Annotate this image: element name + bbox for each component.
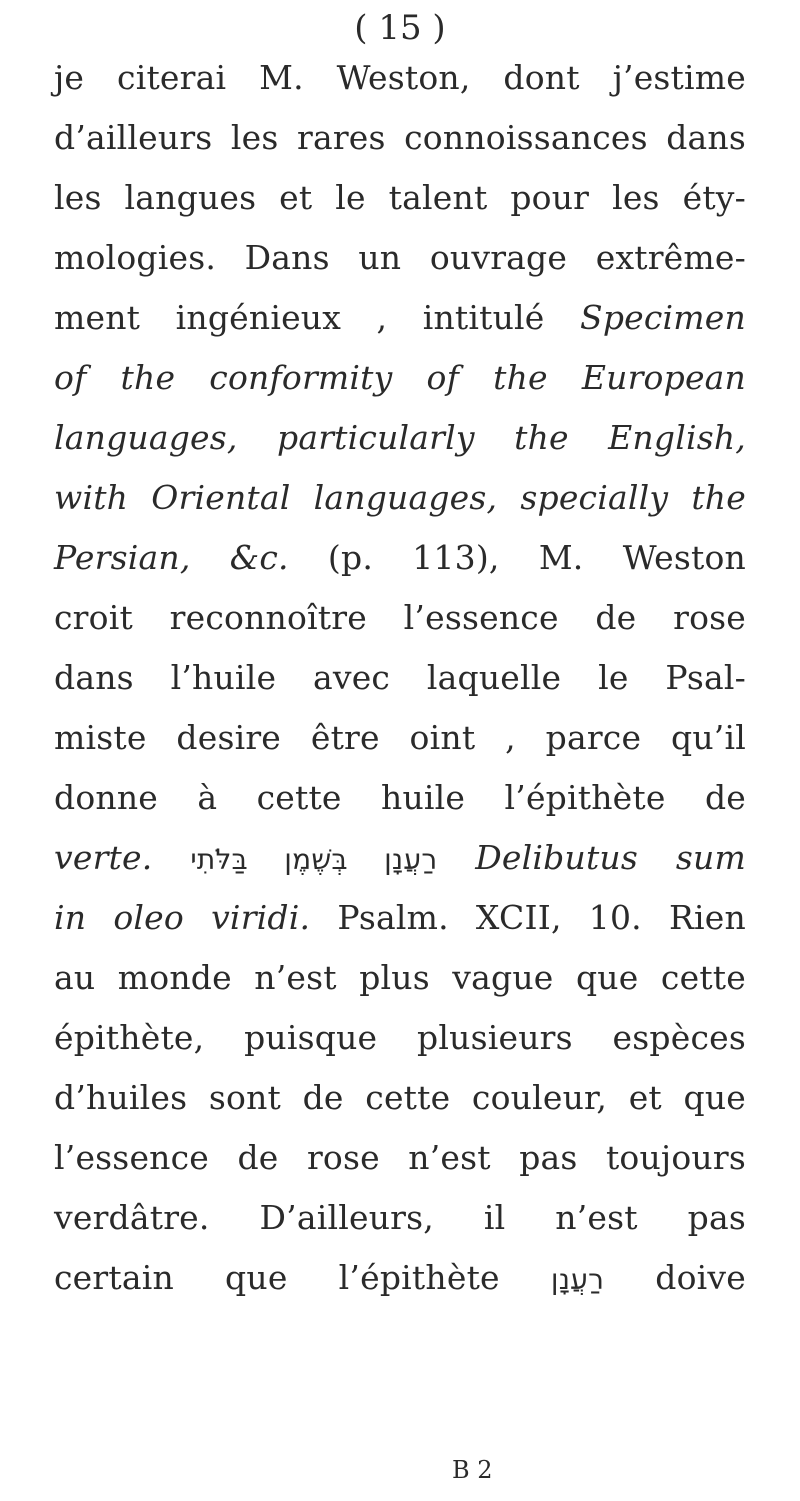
text-line: donne à cette huile l’épithète de [54,778,746,817]
text-line: certain que l’épithète רַעֲנָן doive [54,1258,746,1297]
book-title-line: languages, particularly the English, [54,418,746,457]
text-line: d’ailleurs les rares connoissances dans [54,118,746,157]
text-line: mologies. Dans un ouvrage extrême- [54,238,746,277]
text-line: in oleo viridi. Psalm. XCII, 10. Rien [54,898,746,937]
text-line: miste desire être oint , parce qu’il [54,718,746,757]
book-title-line: with Oriental languages, specially the [54,478,746,517]
text-line: d’huiles sont de cette couleur, et que [54,1078,746,1117]
text-line: ment ingénieux , intitulé Specimen [54,298,746,337]
psalm-number: XCII [475,898,551,937]
text-line: je citerai M. Weston, dont j’estime [54,58,746,97]
hebrew-word: רַעֲנָן [550,1263,605,1296]
latin-quote: Delibutus sum [475,838,746,877]
book-title-fragment: Specimen [580,298,746,337]
page-number: ( 15 ) [354,8,446,48]
book-title-fragment: Persian, &c. [54,538,289,577]
text-line: au monde n’est plus vague que cette [54,958,746,997]
text-line: verte. רַעֲנָן בְּשֶׁמֶן בַּלֹּתִי Delibutus sum [54,838,746,877]
text-line: verdâtre. D’ailleurs, il n’est pas [54,1198,746,1237]
signature-mark: B 2 [452,1456,493,1484]
text-line: les langues et le talent pour les éty- [54,178,746,217]
text-line: dans l’huile avec laquelle le Psal- [54,658,746,697]
text-line: Persian, &c. (p. 113), M. Weston [54,538,746,577]
text-line: épithète, puisque plusieurs espèces [54,1018,746,1057]
latin-quote: in oleo viridi. [54,898,311,937]
book-title-line: of the conformity of the European [54,358,746,397]
text-line: l’essence de rose n’est pas toujours [54,1138,746,1177]
text-line: croit reconnoître l’essence de rose [54,598,746,637]
hebrew-quote: רַעֲנָן בְּשֶׁמֶן בַּלֹּתִי [190,843,438,876]
